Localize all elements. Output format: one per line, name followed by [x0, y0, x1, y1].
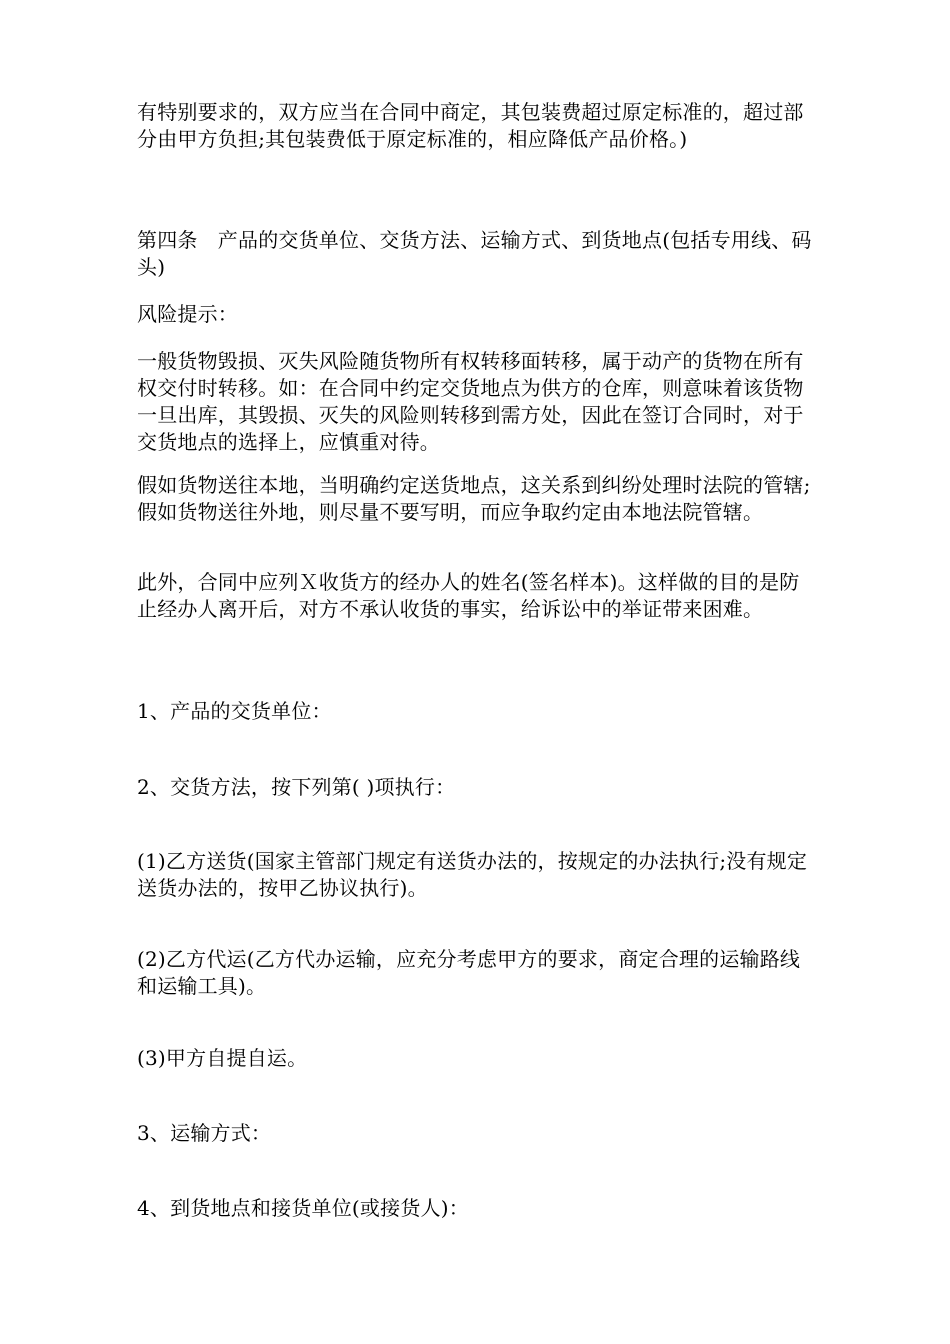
paragraph-receiver-signature: 此外，合同中应列Ｘ收货方的经办人的姓名(签名样本)。这样做的目的是防止经办人离开后，对方不承认收货的事实，给诉讼中的举证带来困难。 [137, 570, 800, 621]
paragraph-option-buyer-pickup: (3)甲方自提自运。 [137, 1046, 308, 1070]
paragraph-risk-transfer: 一般货物毁损、灭失风险随货物所有权转移面转移，属于动产的货物在所有权交付时转移。如：在合同中约定交货地点为供方的仓库，则意味着该货物一旦出库，其毁损、灭失的风险则转移到需方处，因此在签订合同时，对于交货地点的选择上，应慎重对待。 [137, 349, 804, 454]
paragraph-option-seller-shipping: (2)乙方代运(乙方代办运输，应充分考虑甲方的要求，商定合理的运输路线和运输工具)。 [137, 947, 801, 998]
paragraph-arrival-location: 4、到货地点和接货单位(或接货人)： [137, 1196, 469, 1220]
paragraph-packaging-cost: 有特别要求的，双方应当在合同中商定，其包装费超过原定标准的，超过部分由甲方负担;其包装费低于原定标准的，相应降低产品价格。) [137, 100, 804, 151]
paragraph-transport-mode: 3、运输方式： [137, 1121, 272, 1145]
paragraph-article-four-title: 第四条 产品的交货单位、交货方法、运输方式、到货地点(包括专用线、码头) [137, 228, 812, 279]
paragraph-delivery-method: 2、交货方法，按下列第( )项执行： [137, 775, 456, 799]
paragraph-option-seller-delivery: (1)乙方送货(国家主管部门规定有送货办法的，按规定的办法执行;没有规定送货办法的，按甲乙协议执行)。 [137, 849, 808, 900]
paragraph-risk-heading: 风险提示： [137, 302, 238, 326]
paragraph-delivery-unit: 1、产品的交货单位： [137, 699, 332, 723]
paragraph-jurisdiction: 假如货物送往本地，当明确约定送货地点，这关系到纠纷处理时法院的管辖;假如货物送往外地，则尽量不要写明，而应争取约定由本地法院管辖。 [137, 473, 811, 524]
